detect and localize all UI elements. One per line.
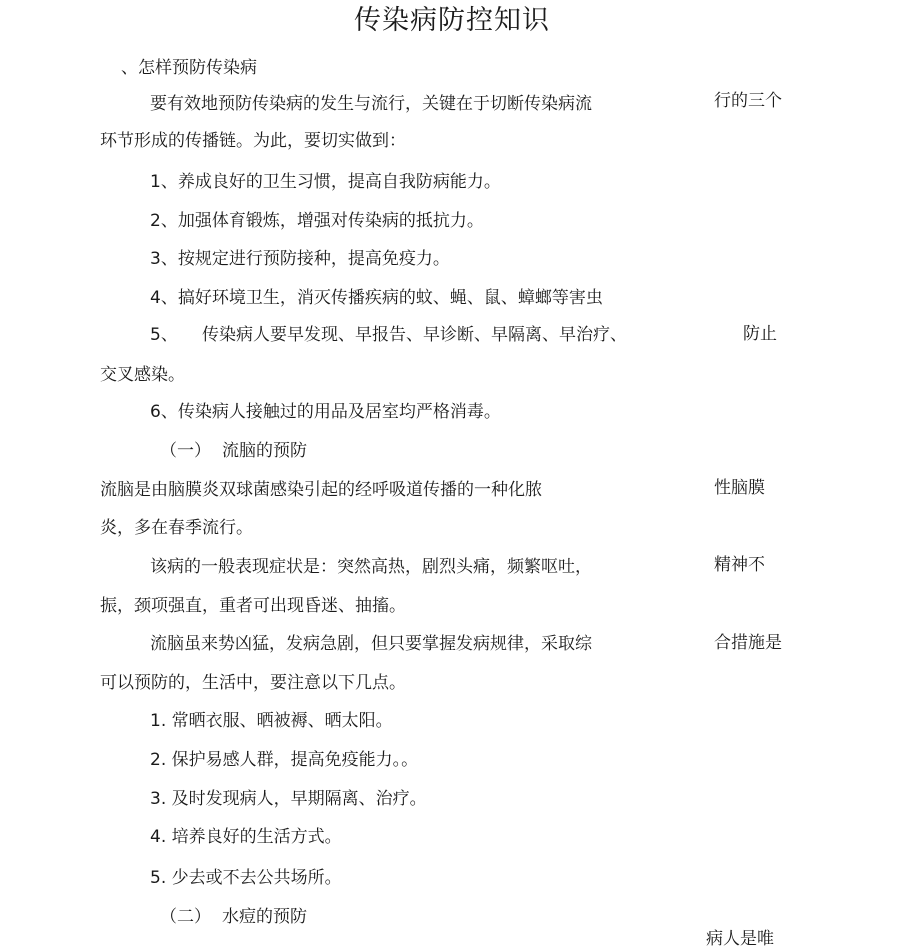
list-item: 1、养成良好的卫生习惯，提高自我防病能力。 <box>150 172 501 192</box>
section-heading-chickenpox: 水痘的预防 <box>222 907 307 927</box>
paragraph-right: 合措施是 <box>714 633 782 653</box>
paragraph-intro-line1: 要有效地预防传染病的发生与流行，关键在于切断传染病流 <box>150 94 592 114</box>
list-item: 2、加强体育锻炼，增强对传染病的抵抗力。 <box>150 211 484 231</box>
page-title: 传染病防控知识 <box>354 5 550 36</box>
paragraph-line: 流脑是由脑膜炎双球菌感染引起的经呼吸道传播的一种化脓 <box>100 480 542 500</box>
list-item: 2. 保护易感人群，提高免疫能力。。 <box>150 750 419 770</box>
paragraph-line: 炎，多在春季流行。 <box>100 518 253 538</box>
paragraph-line: 可以预防的，生活中，要注意以下几点。 <box>100 673 406 693</box>
section-heading-meningitis: 流脑的预防 <box>222 441 307 461</box>
paragraph-right: 性脑膜 <box>714 478 765 498</box>
list-item: 3、按规定进行预防接种，提高免疫力。 <box>150 249 450 269</box>
paragraph-right: 精神不 <box>714 555 765 575</box>
paragraph-line: 该病的一般表现症状是：突然高热，剧烈头痛，频繁呕吐， <box>150 557 592 577</box>
section-heading-number: （二） <box>160 907 211 927</box>
list-item-continued: 交叉感染。 <box>100 365 185 385</box>
paragraph-right: 病人是唯 <box>706 929 774 949</box>
list-item: 4. 培养良好的生活方式。 <box>150 827 342 847</box>
list-item-right: 防止 <box>743 324 777 344</box>
paragraph-intro-right: 行的三个 <box>714 91 782 111</box>
list-item: 3. 及时发现病人，早期隔离、治疗。 <box>150 789 427 809</box>
list-item-number: 5、 <box>150 325 178 345</box>
list-item: 传染病人要早发现、早报告、早诊断、早隔离、早治疗、 <box>202 325 627 345</box>
list-item: 4、搞好环境卫生，消灭传播疾病的蚊、蝇、鼠、蟑螂等害虫 <box>150 288 603 308</box>
paragraph-line: 振，颈项强直，重者可出现昏迷、抽搐。 <box>100 596 406 616</box>
paragraph-intro-line2: 环节形成的传播链。为此，要切实做到： <box>100 131 406 151</box>
section-heading-prevent: 、怎样预防传染病 <box>121 58 257 78</box>
paragraph-line: 流脑虽来势凶猛，发病急剧，但只要掌握发病规律，采取综 <box>150 634 592 654</box>
list-item: 5. 少去或不去公共场所。 <box>150 868 342 888</box>
list-item: 1. 常晒衣服、晒被褥、晒太阳。 <box>150 711 393 731</box>
section-heading-number: （一） <box>160 441 211 461</box>
list-item: 6、传染病人接触过的用品及居室均严格消毒。 <box>150 402 501 422</box>
